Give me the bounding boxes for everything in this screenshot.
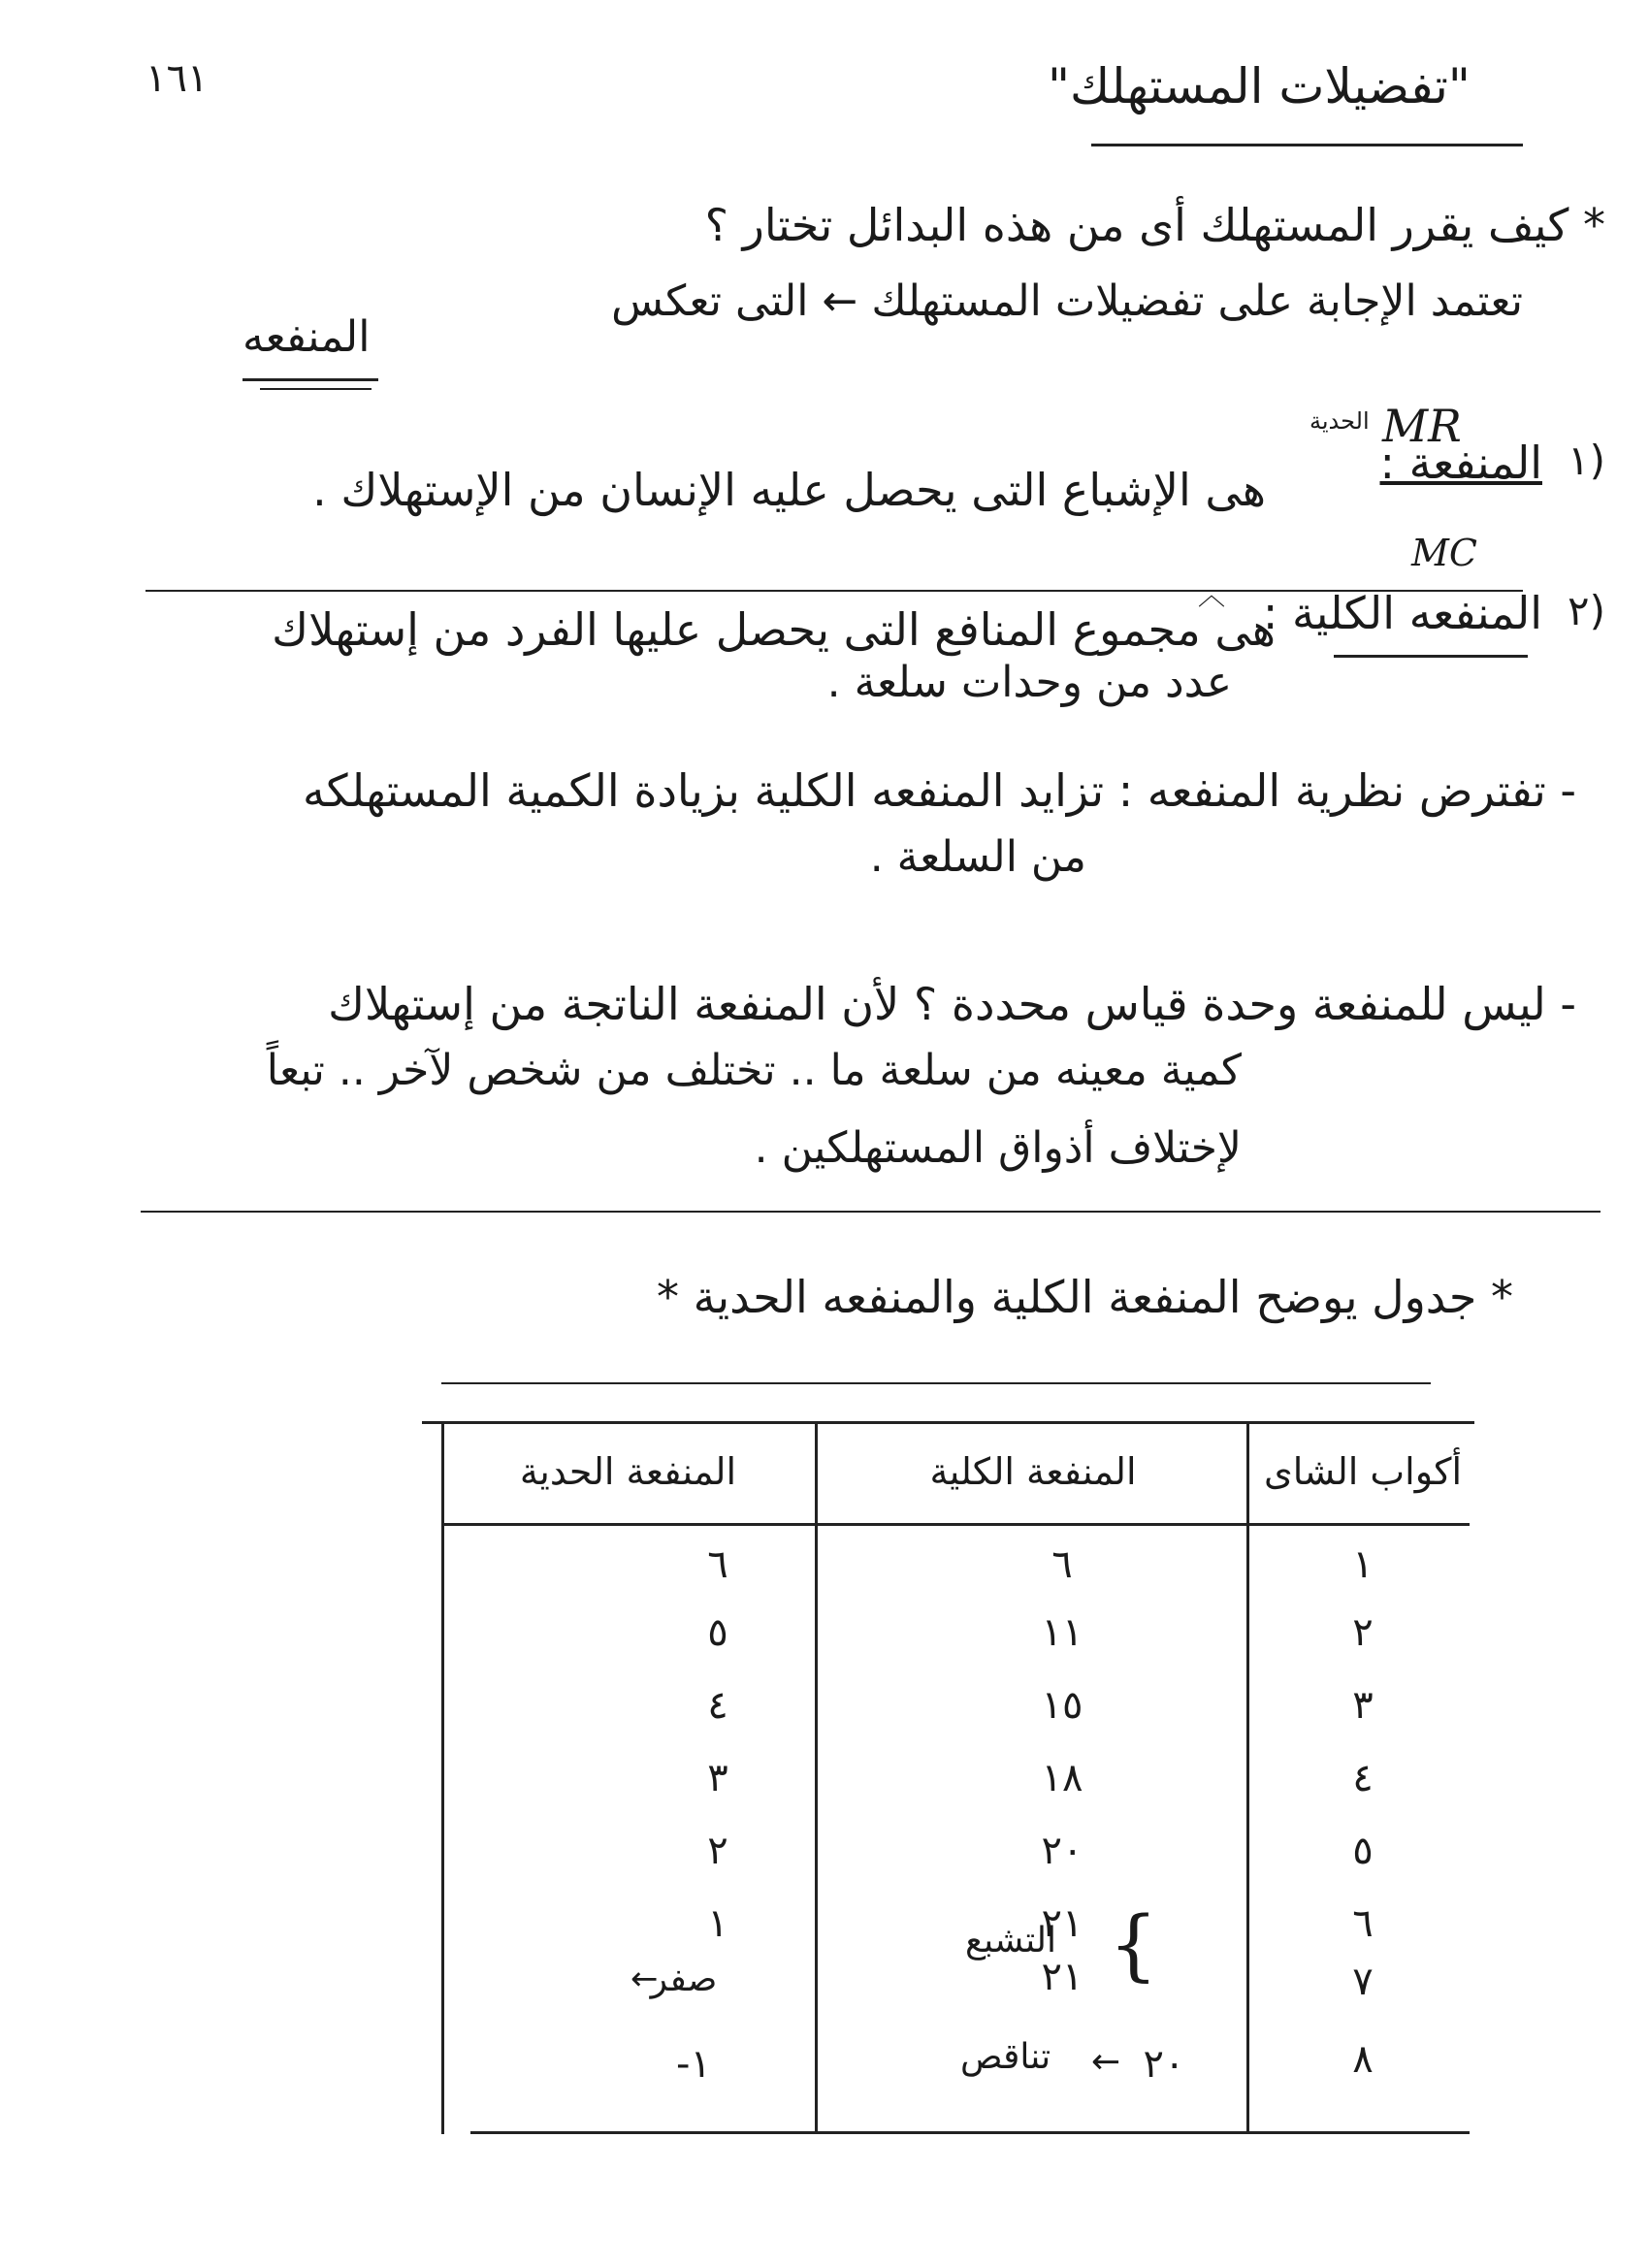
bullet2-line3: لإختلاف أذواق المستهلكين .	[754, 1123, 1242, 1173]
utility-table	[422, 1421, 1474, 2134]
cell-total: ٢١	[1041, 1955, 1083, 1999]
saturation-note: التشبع	[965, 1921, 1056, 1960]
table-divider-2	[1246, 1421, 1249, 2134]
decreasing-note: تناقص	[960, 2037, 1051, 2077]
bullet2-line1: - ليس للمنفعة وحدة قياس محددة ؟ لأن المنفعة الناتجة من إستهلاك	[328, 978, 1576, 1030]
bullet1-line2: من السلعة .	[869, 832, 1086, 882]
zero-arrow-icon: ←	[630, 1960, 659, 1998]
cell-cups: ١	[1352, 1542, 1374, 1587]
def2-text-line2: عدد من وحدات سلعة .	[826, 658, 1232, 707]
question-text: * كيف يقرر المستهلك أى من هذه البدائل تختار ؟	[704, 199, 1605, 251]
cell-cups: ٧	[1352, 1960, 1374, 2004]
cell-total: ١١	[1041, 1610, 1083, 1655]
cell-total: ٢١	[1041, 1901, 1083, 1946]
def2-term-underline	[1334, 655, 1528, 658]
cell-total: ٢٠	[1143, 2042, 1185, 2087]
section-divider-2	[141, 1211, 1600, 1213]
cell-total: ١٥	[1041, 1683, 1083, 1728]
answer-emphasis: المنفعه	[242, 312, 371, 362]
def2-text-line1: هى مجموع المنافع التى يحصل عليها الفرد من إستهلاك	[272, 603, 1276, 656]
table-header-border	[441, 1523, 1470, 1526]
cell-marginal: ٥	[707, 1610, 728, 1655]
cell-marginal: ٤	[707, 1683, 728, 1728]
table-heading-underline	[441, 1382, 1431, 1384]
cell-marginal: صفر	[650, 1960, 718, 1999]
decreasing-arrow-icon: ←	[1091, 2042, 1121, 2082]
answer-text: تعتمد الإجابة على تفضيلات المستهلك ← التى تعكس	[611, 276, 1523, 326]
page-title: "تفضيلات المستهلك"	[1048, 58, 1471, 114]
def1-term: المنفعة :	[1379, 437, 1542, 489]
cell-total: ٢٠	[1041, 1829, 1083, 1873]
table-divider-1	[815, 1421, 818, 2134]
header-marginal-utility: المنفعة الحدية	[519, 1450, 737, 1493]
table-heading: * جدول يوضح المنفعة الكلية والمنفعه الحدية *	[657, 1271, 1513, 1323]
cell-marginal: ٦	[707, 1542, 728, 1587]
def2-number: (٢	[1568, 587, 1605, 634]
mr-label: MR	[1382, 400, 1462, 452]
emphasis-underline	[242, 378, 378, 381]
mr-note: الحدية	[1310, 407, 1370, 435]
divider-caret-icon: ︿	[1198, 579, 1226, 611]
page-number: ١٦١	[146, 56, 209, 101]
cell-marginal: ١	[707, 1901, 728, 1946]
saturation-brace-icon: {	[1109, 1899, 1158, 1990]
cell-cups: ٣	[1352, 1683, 1374, 1728]
header-total-utility: المنفعة الكلية	[929, 1450, 1137, 1493]
mc-label: MC	[1411, 532, 1477, 574]
cell-marginal: ٣	[707, 1756, 728, 1800]
cell-cups: ٢	[1352, 1610, 1374, 1655]
def1-number: (١	[1568, 437, 1605, 484]
bullet2-line2: كمية معينه من سلعة ما .. تختلف من شخص لآخر .. تبعاً	[266, 1046, 1242, 1095]
cell-cups: ٦	[1352, 1901, 1374, 1946]
table-bottom-border	[470, 2131, 1470, 2134]
def1-text: هى الإشباع التى يحصل عليه الإنسان من الإستهلاك .	[312, 464, 1266, 516]
header-cups: أكواب الشاى	[1263, 1450, 1463, 1493]
table-left-border	[441, 1421, 444, 2134]
cell-marginal: ٢	[707, 1829, 728, 1873]
title-underline	[1091, 144, 1523, 146]
table-top-border	[422, 1421, 1474, 1424]
bullet1-line1: - تفترض نظرية المنفعه : تزايد المنفعه الكلية بزيادة الكمية المستهلكه	[302, 764, 1576, 817]
cell-total: ٦	[1051, 1542, 1073, 1587]
def2-term: المنفعه الكلية :	[1262, 587, 1542, 639]
emphasis-underline-2	[260, 388, 372, 390]
cell-cups: ٥	[1352, 1829, 1374, 1873]
cell-marginal: ١-	[676, 2042, 711, 2087]
cell-cups: ٤	[1352, 1756, 1374, 1800]
cell-cups: ٨	[1352, 2037, 1374, 2082]
cell-total: ١٨	[1041, 1756, 1083, 1800]
